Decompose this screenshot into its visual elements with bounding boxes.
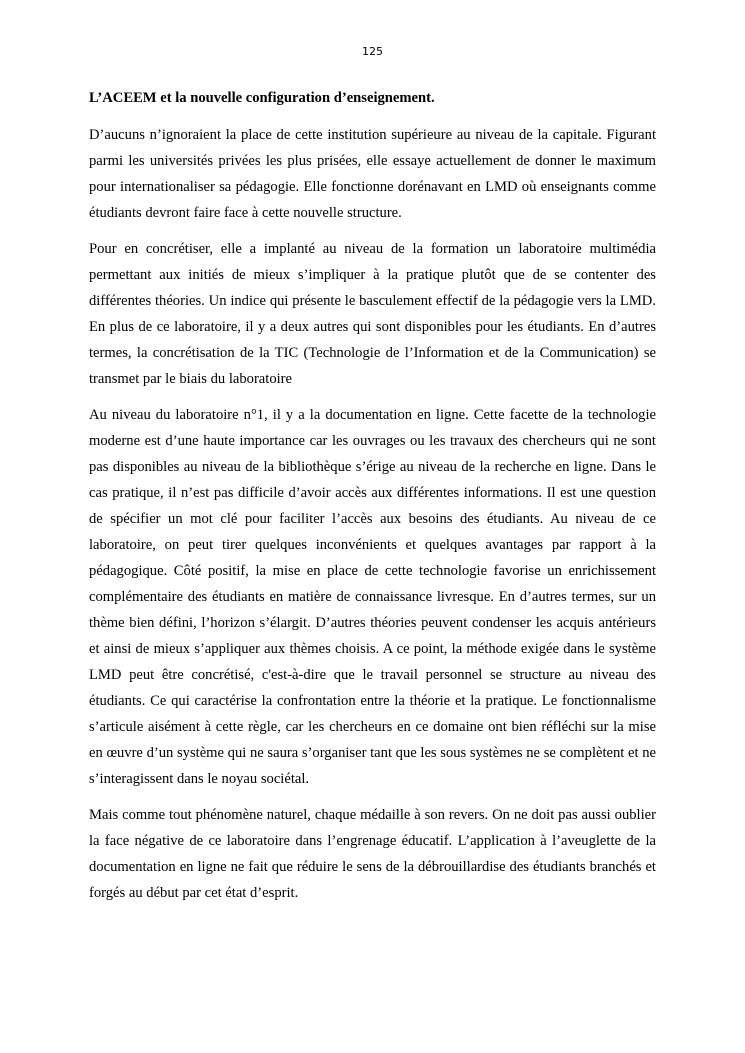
page-number: 125 [362, 45, 383, 58]
document-body [89, 88, 656, 916]
paragraph-laboratory: Pour en concrétiser, elle a implanté au niveau de la formation un laboratoire multimédia permettant aux initiés de mieux s’impliquer à la pratique plutôt que de se contenter des différentes théories. Un indice qui présente le basculement effectif de la pédagogie vers la LMD. En plus de ce laboratoire, il y a deux autres qui sont disponibles pour les étudiants. En d’autres termes, la concrétisation de la TIC (Technologie de l’Information et de la Communication) se transmet par le biais du laboratoire [89, 241, 656, 387]
paragraph-online-documentation: Au niveau du laboratoire n°1, il y a la documentation en ligne. Cette facette de la technologie moderne est d’une haute importance car les ouvrages ou les travaux des chercheurs qui ne sont pas disponibles au niveau de la bibliothèque s’érige au niveau de la recherche en ligne. Dans le cas pratique, il n’est pas difficile d’avoir accès aux différentes informations. Il est une question de spécifier un mot clé pour faciliter l’accès aux besoins des étudiants. Au niveau de ce laboratoire, on peut tirer quelques inconvénients et quelques avantages par rapport à la pédagogique. Côté positif, la mise en place de cette technologie favorise un enrichissement complémentaire des étudiants en matière de connaissance livresque. En d’autres termes, sur un thème bien défini, l’horizon s’élargit. D’autres théories peuvent condenser les acquis antérieurs et ainsi de mieux s’appliquer aux thèmes choisis. A ce point, la méthode exigée dans le système LMD peut être concrétisé, c'est-à-dire que le travail personnel se structure au niveau des étudiants. Ce qui caractérise la confrontation entre la théorie et la pratique. Le fonctionnalisme s’articule aisément à cette règle, car les chercheurs en ce domaine ont bien réfléchi sur la mise en œuvre d’un système qui ne saura s’organiser tant que les sous systèmes ne se complètent et ne s’interagissent dans le noyau sociétal. [89, 407, 656, 787]
paragraph-negative-side: Mais comme tout phénomène naturel, chaque médaille à son revers. On ne doit pas aussi oublier la face négative de ce laboratoire dans l’engrenage éducatif. L’application à l’aveuglette de la documentation en ligne ne fait que réduire le sens de la débrouillardise des étudiants branchés et forgés au début par cet état d’esprit. [89, 807, 656, 901]
section-heading: L’ACEEM et la nouvelle configuration d’enseignement. [89, 90, 435, 106]
paragraph-intro: D’aucuns n’ignoraient la place de cette institution supérieure au niveau de la capitale. Figurant parmi les universités privées les plus prisées, elle essaye actuellement de donner le maximum pour internationaliser sa pédagogie. Elle fonctionne dorénavant en LMD où enseignants comme étudiants devront faire face à cette nouvelle structure. [89, 127, 656, 221]
